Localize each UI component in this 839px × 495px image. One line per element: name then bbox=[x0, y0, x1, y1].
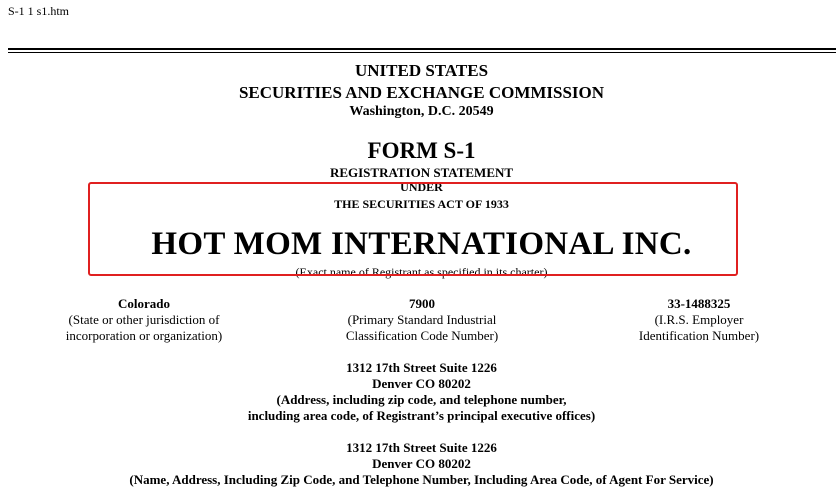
top-rule bbox=[8, 48, 836, 50]
form-title: FORM S-1 bbox=[367, 138, 476, 163]
agent-caption: (Name, Address, Including Zip Code, and Telephone Number, Including Area Code, of Agent For Service) bbox=[129, 472, 714, 487]
state-caption-line-2: incorporation or organization) bbox=[65, 328, 223, 343]
ein-caption-line-2: Identification Number) bbox=[638, 328, 760, 343]
form-under: UNDER bbox=[400, 180, 443, 194]
securities-act: THE SECURITIES ACT OF 1933 bbox=[334, 197, 509, 211]
agency-heading: SECURITIES AND EXCHANGE COMMISSION bbox=[238, 83, 605, 102]
sic-column bbox=[317, 296, 527, 344]
registrant-caption: (Exact name of Registrant as specified in its charter) bbox=[295, 265, 548, 279]
highlight-box bbox=[88, 182, 738, 276]
office-street: 1312 17th Street Suite 1226 bbox=[346, 360, 497, 375]
registrant-name: HOT MOM INTERNATIONAL INC. bbox=[151, 226, 692, 262]
office-city: Denver CO 80202 bbox=[372, 376, 471, 391]
agency-location: Washington, D.C. 20549 bbox=[349, 104, 494, 119]
form-subtitle: REGISTRATION STATEMENT bbox=[329, 165, 514, 180]
sic-value: 7900 bbox=[409, 296, 435, 311]
state-column bbox=[44, 296, 244, 344]
state-value: Colorado bbox=[118, 296, 170, 311]
file-label: S-1 1 s1.htm bbox=[8, 4, 70, 18]
ein-caption-line-1: (I.R.S. Employer bbox=[654, 312, 744, 327]
agent-street: 1312 17th Street Suite 1226 bbox=[346, 440, 497, 455]
agent-city: Denver CO 80202 bbox=[372, 456, 471, 471]
principal-office-block bbox=[0, 360, 839, 424]
office-caption-line-1: (Address, including zip code, and telephone number, bbox=[276, 392, 567, 407]
office-caption-line-2: including area code, of Registrant’s principal executive offices) bbox=[247, 408, 596, 423]
state-caption-line-1: (State or other jurisdiction of bbox=[68, 312, 220, 327]
sic-caption-line-2: Classification Code Number) bbox=[345, 328, 499, 343]
ein-column bbox=[619, 296, 779, 344]
top-rule-thin bbox=[8, 52, 836, 53]
ein-value: 33-1488325 bbox=[667, 296, 731, 311]
agent-block bbox=[0, 440, 839, 488]
country-heading: UNITED STATES bbox=[354, 61, 489, 80]
sic-caption-line-1: (Primary Standard Industrial bbox=[347, 312, 497, 327]
